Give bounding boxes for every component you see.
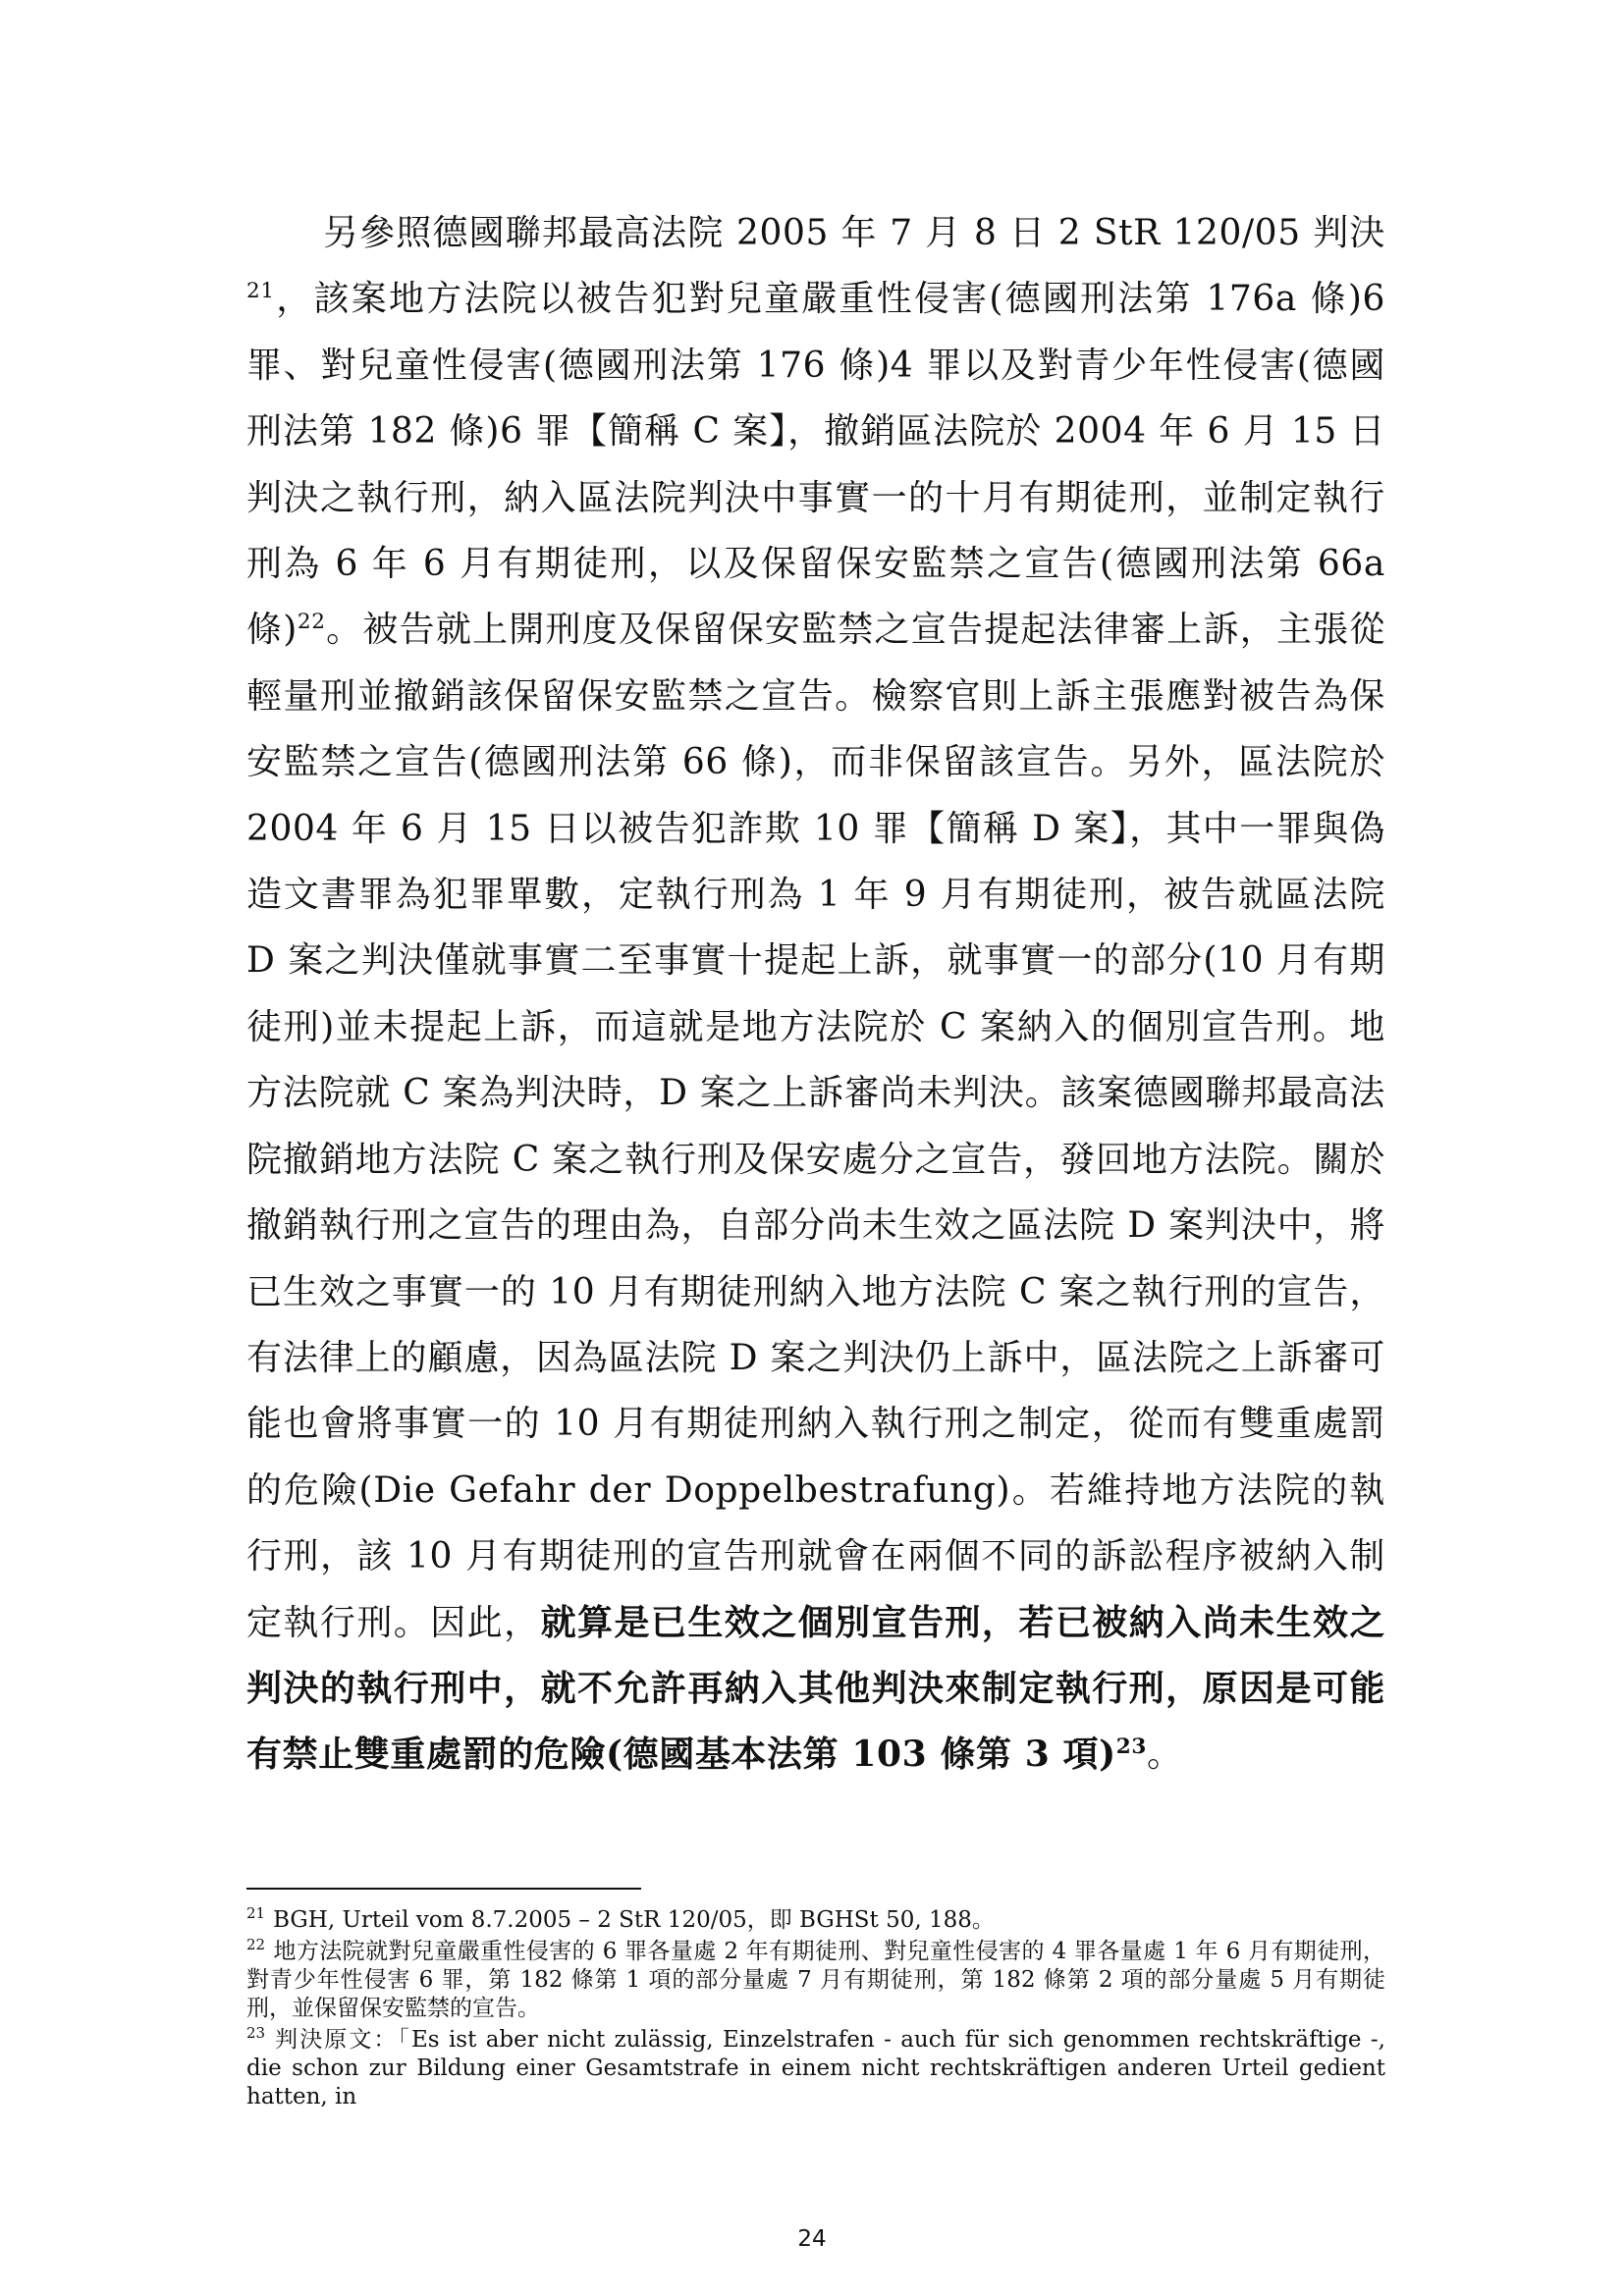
footnote-ref-21[interactable]: 21	[246, 279, 275, 304]
footnote-ref-22[interactable]: 22	[297, 610, 326, 635]
body-text-3: 。被告就上開刑度及保留保安監禁之宣告提起法律審上訴，主張從輕量刑並撤銷該保留保安監禁之宣告。檢察官則上訴主張應對被告為保安監禁之宣告(德國刑法第 66 條)，而非保留該宣告。另外，區法院於 2004 年 6 月 15 日以被告犯詐欺 10 罪【簡稱 D 案】，其中一罪與偽造文書罪為犯罪單數，定執行刑為 1 年 9 月有期徒刑，被告就區法院 D 案之判決僅就事實二至事實十提起上訴，就事實一的部分(10 月有期徒刑)並未提起上訴，而這就是地方法院於 C 案納入的個別宣告刑。地方法院就 C 案為判決時，D 案之上訴審尚未判決。該案德國聯邦最高法院撤銷地方法院 C 案之執行刑及保安處分之宣告，發回地方法院。關於撤銷執行刑之宣告的理由為，自部分尚未生效之區法院 D 案判決中，將已生效之事實一的 10 月有期徒刑納入地方法院 C 案之執行刑的宣告，有法律上的顧慮，因為區法院 D 案之判決仍上訴中，區法院之上訴審可能也會將事實一的 10 月有期徒刑納入執行刑之制定，從而有雙重處罰的危險(Die Gefahr der Doppelbestrafung)。若維持地方法院的執行刑，該 10 月有期徒刑的宣告刑就會在兩個不同的訴訟程序被納入制定執行刑。因此，	[246, 610, 1385, 1643]
footnotes-section	[246, 1906, 1385, 2114]
footnote-separator	[246, 1888, 641, 1890]
footnote-number: 23	[246, 2024, 266, 2043]
body-text-end: 。	[1147, 1735, 1183, 1776]
page-number: 24	[797, 2226, 827, 2252]
body-text-2: ，該案地方法院以被告犯對兒童嚴重性侵害(德國刑法第 176a 條)6 罪、對兒童性侵害(德國刑法第 176 條)4 罪以及對青少年性侵害(德國刑法第 182 條)6 罪【簡稱 C 案】，撤銷區法院於 2004 年 6 月 15 日判決之執行刑，納入區法院判決中事實一的十月有期徒刑，並制定執行刑為 6 年 6 月有期徒刑，以及保留保安監禁之宣告(德國刑法第 66a 條)	[246, 279, 1385, 651]
footnote-text: 地方法院就對兒童嚴重性侵害的 6 罪各量處 2 年有期徒刑、對兒童性侵害的 4 罪各量處 1 年 6 月有期徒刑，對青少年性侵害 6 罪，第 182 條第 1 項的部分量處 7 月有期徒刑，第 182 條第 2 項的部分量處 5 月有期徒刑，並保留保安監禁的宣告。	[246, 1939, 1385, 2021]
footnote-21	[246, 1906, 1385, 1935]
footnote-number: 22	[246, 1936, 266, 1954]
footnote-text: BGH, Urteil vom 8.7.2005 – 2 StR 120/05，即 BGHSt 50, 188。	[273, 1907, 995, 1933]
footnote-23	[246, 2026, 1385, 2111]
body-bold-conclusion: 就算是已生效之個別宣告刑，若已被納入尚未生效之判決的執行刑中，就不允許再納入其他判決來制定執行刑，原因是可能有禁止雙重處罰的危險(德國基本法第 103 條第 3 項)	[246, 1601, 1385, 1776]
body-paragraph	[246, 200, 1385, 1789]
footnote-text: 判決原文：「Es ist aber nicht zulässig, Einzelstrafen - auch für sich genommen rechtskräftige -, die schon zur Bildung einer Gesamtstrafe in einem nicht rechtskräftigen anderen Urteil gedient hatten, in	[246, 2027, 1385, 2109]
body-text-1: 另參照德國聯邦最高法院 2005 年 7 月 8 日 2 StR 120/05 判決	[323, 213, 1385, 253]
footnote-22	[246, 1938, 1385, 2023]
footnote-number: 21	[246, 1904, 266, 1923]
footnote-ref-23[interactable]: 23	[1115, 1735, 1148, 1760]
